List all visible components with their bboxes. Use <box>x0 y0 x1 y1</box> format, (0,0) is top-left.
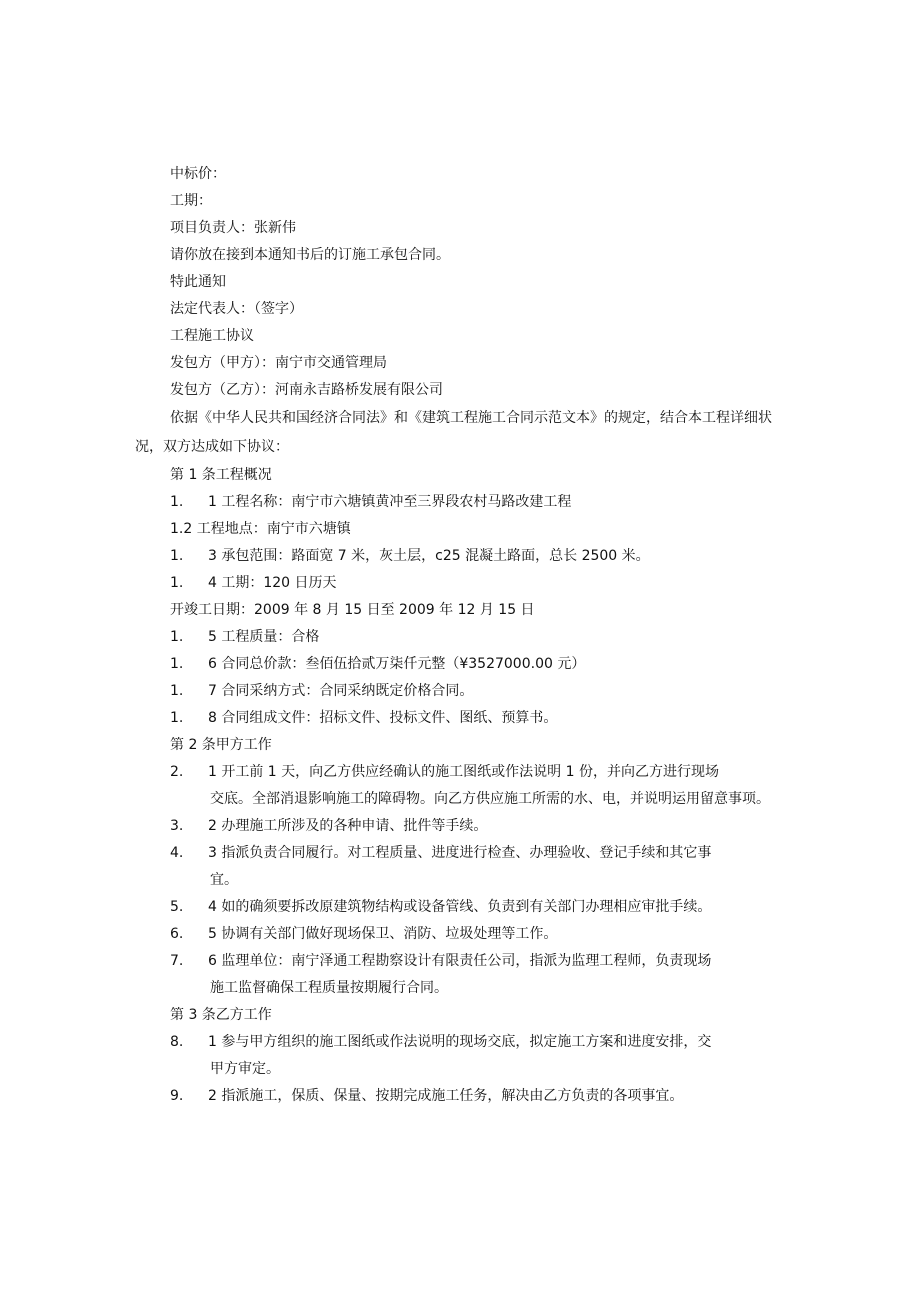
bid-price-label: 中标价： <box>170 166 226 182</box>
list-marker: 1. <box>170 656 184 672</box>
section-2-heading: 第 2 条甲方工作 <box>170 737 272 753</box>
item-b-2: 2 指派施工，保质、保量、按期完成施工任务，解决由乙方负责的各项事宜。 <box>208 1088 684 1104</box>
item-a-4: 4 如的确须要拆改原建筑物结构或设备管线、负责到有关部门办理相应审批手续。 <box>208 899 712 915</box>
list-item <box>170 493 571 511</box>
party-a: 发包方（甲方）：南宁市交通管理局 <box>170 355 387 371</box>
duration-label: 工期： <box>170 193 212 209</box>
list-marker: 7. <box>170 953 184 969</box>
item-total-price: 6 合同总价款：叁佰伍拾贰万柒仟元整（¥3527000.00 元） <box>208 656 586 672</box>
item-duration: 4 工期：120 日历天 <box>208 575 337 591</box>
item-a-2: 2 办理施工所涉及的各种申请、批件等手续。 <box>208 818 488 834</box>
item-b-1-cont: 甲方审定。 <box>210 1061 280 1077</box>
list-marker: 1. <box>170 683 184 699</box>
list-item <box>170 844 711 862</box>
item-contract-method: 7 合同采纳方式：合同采纳既定价格合同。 <box>208 683 474 699</box>
list-item <box>170 817 487 835</box>
list-marker: 3. <box>170 818 184 834</box>
list-marker: 4. <box>170 845 184 861</box>
list-item <box>170 628 319 646</box>
legal-representative: 法定代表人：（签字） <box>170 301 303 317</box>
item-contract-docs: 8 合同组成文件：招标文件、投标文件、图纸、预算书。 <box>208 710 558 726</box>
item-a-6: 6 监理单位：南宁泽通工程勘察设计有限责任公司，指派为监理工程师，负责现场 <box>208 953 712 969</box>
agreement-title: 工程施工协议 <box>170 328 254 344</box>
item-a-3: 3 指派负责合同履行。对工程质量、进度进行检查、办理验收、登记手续和其它事 <box>208 845 712 861</box>
item-b-1: 1 参与甲方组织的施工图纸或作法说明的现场交底，拟定施工方案和进度安排，交 <box>208 1034 712 1050</box>
section-1-heading: 第 1 条工程概况 <box>170 467 272 483</box>
list-marker: 9. <box>170 1088 184 1104</box>
project-manager: 项目负责人：张新伟 <box>170 220 296 236</box>
preamble-line-1: 依据《中华人民共和国经济合同法》和《建筑工程施工合同示范文本》的规定，结合本工程详细状 <box>170 410 772 426</box>
list-marker: 5. <box>170 899 184 915</box>
preamble-line-2: 况，双方达成如下协议： <box>135 439 289 455</box>
item-scope: 3 承包范围：路面宽 7 米，灰土层，c25 混凝土路面，总长 2500 米。 <box>208 548 650 564</box>
list-marker: 8. <box>170 1034 184 1050</box>
item-dates: 开竣工日期：2009 年 8 月 15 日至 2009 年 12 月 15 日 <box>170 602 535 618</box>
list-item <box>170 547 650 565</box>
item-a-1: 1 开工前 1 天，向乙方供应经确认的施工图纸或作法说明 1 份，并向乙方进行现场 <box>208 764 719 780</box>
list-marker: 1. <box>170 629 184 645</box>
list-marker: 1. <box>170 494 184 510</box>
list-marker: 2. <box>170 764 184 780</box>
list-item <box>170 655 585 673</box>
list-item <box>170 763 719 781</box>
list-marker: 1. <box>170 710 184 726</box>
item-a-5: 5 协调有关部门做好现场保卫、消防、垃圾处理等工作。 <box>208 926 558 942</box>
item-project-name: 1 工程名称：南宁市六塘镇黄冲至三界段农村马路改建工程 <box>208 494 572 510</box>
list-item <box>170 709 557 727</box>
list-item <box>170 952 711 970</box>
list-marker: 1. <box>170 575 184 591</box>
list-item <box>170 574 337 592</box>
item-a-1-cont: 交底。全部消退影响施工的障碍物。向乙方供应施工所需的水、电，并说明运用留意事项。 <box>210 791 770 807</box>
list-marker: 6. <box>170 926 184 942</box>
item-a-6-cont: 施工监督确保工程质量按期履行合同。 <box>210 980 448 996</box>
list-item <box>170 682 473 700</box>
party-b: 发包方（乙方）：河南永吉路桥发展有限公司 <box>170 382 443 398</box>
list-item <box>170 1033 711 1051</box>
special-notice: 特此通知 <box>170 274 226 290</box>
notice-instruction: 请你放在接到本通知书后的订施工承包合同。 <box>170 247 450 263</box>
list-marker: 1. <box>170 548 184 564</box>
section-3-heading: 第 3 条乙方工作 <box>170 1007 272 1023</box>
item-quality: 5 工程质量：合格 <box>208 629 320 645</box>
list-item <box>170 925 557 943</box>
item-a-3-cont: 宜。 <box>210 872 238 888</box>
list-item <box>170 1087 683 1105</box>
item-project-location: 1.2 工程地点：南宁市六塘镇 <box>170 521 351 537</box>
list-item <box>170 898 711 916</box>
